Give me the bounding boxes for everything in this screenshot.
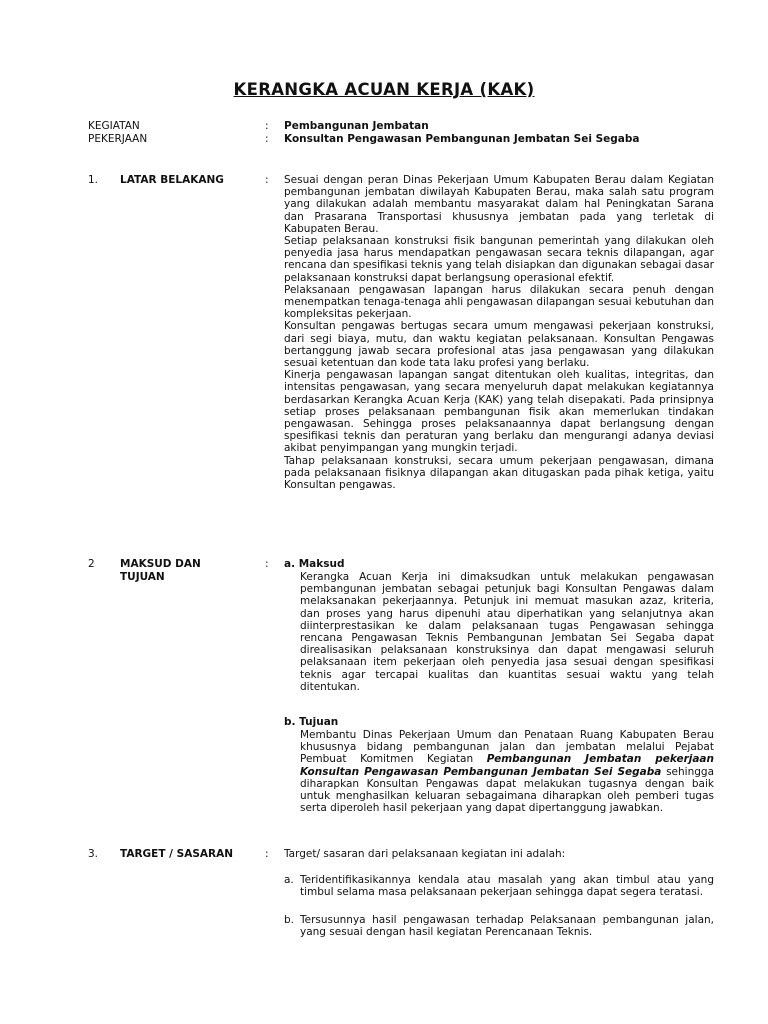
tujuan-text-part1: Membantu Dinas Pekerjaan Umum dan Penataan Ruang Kabupaten Berau khususnya bidang pembangunan jalan dan jembatan melalui Pejabat Pembuat Komitmen Kegiatan — [300, 729, 714, 766]
section-3-number: 3. — [88, 848, 99, 860]
list-marker: b. — [284, 914, 295, 926]
pekerjaan-colon: : — [265, 133, 269, 145]
section-3-label: TARGET / SASARAN — [120, 848, 234, 860]
section-1-label: LATAR BELAKANG — [120, 174, 224, 186]
section-1-number: 1. — [88, 174, 99, 186]
paragraph: Sesuai dengan peran Dinas Pekerjaan Umum Kabupaten Berau dalam Kegiatan pembangunan jembatan diwilayah Kabupaten Berau, maka salah satu program yang dilakukan adalah membantu masyarakat dalam hal Peningkatan Sarana dan Prasarana Transportasi khususnya jembatan pada yang terletak di Kabupaten Berau. — [284, 174, 714, 235]
list-text: Tersusunnya hasil pengawasan terhadap Pelaksanaan pembangunan jalan, yang sesuai dengan hasil kegiatan Perencanaan Teknis. — [300, 914, 714, 939]
paragraph: Kinerja pengawasan lapangan sangat ditentukan oleh kualitas, integritas, dan intensitas pengawasan, yang secara menyeluruh dapat melakukan kegiatannya berdasarkan Kerangka Acuan Kerja (KAK) yang telah disepakati. Pada prinsipnya setiap proses pelaksanaan pembangunan fisik akan memerlukan tindakan pengawasan. Sehingga proses pelaksanaannya dapat berlangsung dengan spesifikasi teknis dan peraturan yang berlaku dan mengurangi adanya deviasi akibat penyimpangan yang mungkin terjadi. — [284, 369, 714, 455]
tujuan-heading: b. Tujuan — [284, 716, 339, 728]
list-text: Teridentifikasikannya kendala atau masalah yang akan timbul atau yang timbul selama masa pelaksanaan pekerjaan sehingga dapat segera teratasi. — [300, 874, 714, 899]
pekerjaan-label: PEKERJAAN — [88, 133, 148, 145]
kegiatan-label: KEGIATAN — [88, 120, 140, 132]
section-2-label-line1: MAKSUD DAN — [120, 558, 201, 570]
paragraph: Pelaksanaan pengawasan lapangan harus dilakukan secara penuh dengan menempatkan tenaga-tenaga ahli pengawasan dilapangan sesuai kebutuhan dan kompleksitas pekerjaan. — [284, 283, 714, 321]
section-2-colon: : — [265, 558, 269, 570]
maksud-heading: a. Maksud — [284, 558, 345, 570]
section-2-number: 2 — [88, 558, 95, 570]
maksud-text: Kerangka Acuan Kerja ini dimaksudkan untuk melakukan pengawasan pembangunan jembatan sebagai petunjuk bagi Konsultan Pengawas dalam melaksanakan pekerjaannya. Petunjuk ini memuat masukan azaz, kriteria, dan proses yang harus dipenuhi atau diperhatikan yang selanjutnya akan diinterprestasikan ke dalam pelaksanaan tugas Pengawasan sehingga rencana Pengawasan Teknis Pembangunan Jembatan Sei Segaba dapat direalisasikan pelaksanaan konstruksinya dan dapat mengawasi seluruh pelaksanaan item pekerjaan oleh penyedia jasa sesuai dengan spesifikasi teknis agar tercapai kualitas dan kuantitas sesuai waktu yang telah ditentukan. — [300, 571, 714, 693]
tujuan-text — [300, 729, 714, 814]
section-1-body — [284, 174, 714, 491]
paragraph: Tahap pelaksanaan konstruksi, secara umum pekerjaan pengawasan, dimana pada pelaksanaan fisiknya dilapangan akan ditugaskan pada pihak ketiga, yaitu Konsultan pengawas. — [284, 454, 714, 492]
kegiatan-value: Pembangunan Jembatan — [284, 120, 429, 132]
kegiatan-colon: : — [265, 120, 269, 132]
paragraph: Setiap pelaksanaan konstruksi fisik bangunan pemerintah yang dilakukan oleh penyedia jasa harus mendapatkan pengawasan secara teknis dilapangan, agar rencana dan spesifikasi teknis yang telah disiapkan dan digunakan sebagai dasar pelaksanaan konstruksi dapat berlangsung operasional efektif. — [284, 235, 714, 284]
list-marker: a. — [284, 874, 294, 886]
section-2-label-line2: TUJUAN — [120, 571, 165, 583]
tujuan-text-part2: sehingga diharapkan Konsultan Pengawas dapat melakukan tugasnya dengan baik untuk menghasilkan keluaran sebagaimana diharapkan oleh pemberi tugas serta diperoleh hasil pekerjaan yang dapat dipertanggung jawabkan. — [300, 765, 714, 815]
section-3-colon: : — [265, 848, 269, 860]
pekerjaan-value: Konsultan Pengawasan Pembangunan Jembatan Sei Segaba — [284, 133, 640, 145]
section-3-intro: Target/ sasaran dari pelaksanaan kegiatan ini adalah: — [284, 848, 566, 860]
section-1-colon: : — [265, 174, 269, 186]
paragraph: Konsultan pengawas bertugas secara umum mengawasi pekerjaan konstruksi, dari segi biaya, mutu, dan waktu kegiatan pelaksanaan. Konsultan Pengawas bertanggung jawab secara profesional atas jasa pengawasan yang dilakukan sesuai ketentuan dan kode tata laku profesi yang berlaku. — [284, 320, 714, 370]
document-title: KERANGKA ACUAN KERJA (KAK) — [233, 80, 535, 99]
tujuan-text-emphasis: Pembangunan Jembatan pekerjaan Konsultan Pengawasan Pembangunan Jembatan Sei Segaba — [300, 753, 714, 778]
list-item — [284, 914, 714, 938]
list-item — [284, 874, 714, 898]
